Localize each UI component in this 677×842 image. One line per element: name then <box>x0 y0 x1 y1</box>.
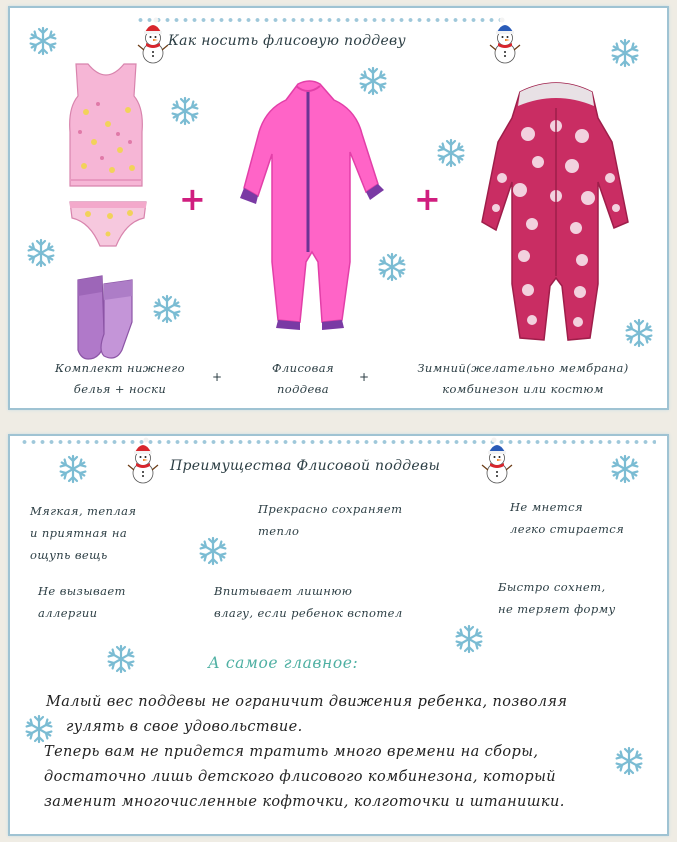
advantage-text: не теряет форму <box>498 602 616 616</box>
snowman-icon <box>138 22 168 58</box>
advantage-allergy <box>38 580 126 624</box>
dotted-decoration <box>20 438 656 446</box>
snowman-icon <box>490 22 520 58</box>
underpants-icon <box>66 196 150 252</box>
caption-winter-line2: комбинезон или костюм <box>442 382 604 396</box>
advantage-text: Мягкая, теплая <box>30 504 137 518</box>
snowflake-icon <box>28 26 58 56</box>
snowflake-icon <box>170 96 200 126</box>
caption-underwear-line2: белья + носки <box>73 382 167 396</box>
fleece-jumpsuit-icon <box>238 76 388 336</box>
advantage-text: влагу, если ребенок вспотел <box>214 606 403 620</box>
caption-fleece <box>248 358 358 400</box>
main-text-line: Теперь вам не придется тратить много времени на сборы, <box>44 744 539 760</box>
advantage-text: легко стирается <box>510 522 625 536</box>
advantage-wash <box>510 496 624 540</box>
advantage-text: Быстро сохнет, <box>498 580 606 594</box>
advantage-text: Не вызывает <box>38 584 126 598</box>
page-title: Как носить флисовую поддеву <box>168 33 406 49</box>
snowman-icon <box>480 440 514 480</box>
snowflake-icon <box>454 624 484 654</box>
snowman-icon <box>126 440 160 480</box>
advantage-absorb <box>214 580 403 624</box>
snowflake-icon <box>106 644 136 674</box>
snowflake-icon <box>152 294 182 324</box>
plus-sign: + <box>179 180 206 218</box>
caption-underwear-line1: Комплект нижнего <box>55 361 185 375</box>
plus-sign: + <box>414 180 441 218</box>
advantage-text: Не мнется <box>510 500 583 514</box>
advantage-text: и приятная на <box>30 526 128 540</box>
snowflake-icon <box>24 236 58 270</box>
advantage-text: тепло <box>258 524 300 538</box>
tank-top-icon <box>66 62 146 192</box>
caption-winter-suit <box>392 358 654 400</box>
snowflake-icon <box>56 452 90 486</box>
main-text-line: заменит многочисленные кофточки, колготочки и штанишки. <box>44 794 565 810</box>
advantage-text: аллергии <box>38 606 98 620</box>
main-text-line: Малый вес поддевы не ограничит движения ребенка, позволяя <box>46 694 568 710</box>
advantage-text: Впитывает лишнюю <box>214 584 353 598</box>
advantage-text: Прекрасно сохраняет <box>258 502 403 516</box>
snowflake-icon <box>608 452 642 486</box>
plus-sign: + <box>359 370 370 384</box>
main-point-title: А самое главное: <box>208 654 359 672</box>
advantages-panel <box>8 434 669 836</box>
advantage-warm <box>258 498 402 542</box>
advantages-title: Преимущества Флисовой поддевы <box>170 458 441 474</box>
caption-winter-line1: Зимний(желательно мембрана) <box>417 361 629 375</box>
advantage-soft <box>30 500 136 566</box>
plus-sign: + <box>212 370 223 384</box>
snowflake-icon <box>610 38 640 68</box>
how-to-wear-panel <box>8 6 669 410</box>
dotted-decoration <box>136 16 506 24</box>
advantage-dry <box>498 576 616 620</box>
caption-fleece-line2: поддева <box>276 382 330 396</box>
snowflake-icon <box>196 534 230 568</box>
socks-icon <box>72 270 146 366</box>
caption-underwear <box>34 358 206 400</box>
advantage-text: ощупь вещь <box>30 548 108 562</box>
caption-fleece-line1: Флисовая <box>271 361 334 375</box>
main-text-line: гулять в свое удовольствие. <box>66 719 303 735</box>
main-text-line: достаточно лишь детского флисового комбинезона, который <box>44 769 557 785</box>
snowflake-icon <box>436 138 466 168</box>
winter-suit-icon <box>480 78 630 348</box>
main-point-text <box>44 690 654 815</box>
